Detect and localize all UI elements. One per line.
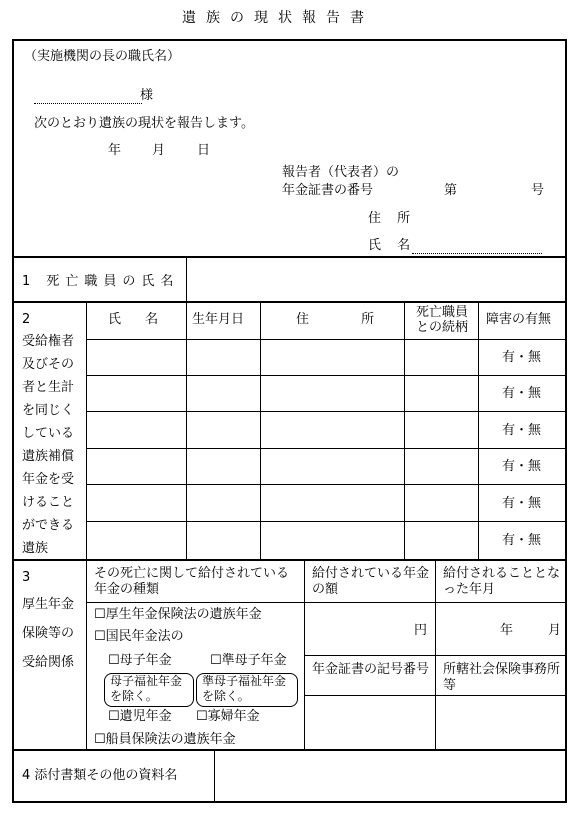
divider xyxy=(86,411,567,412)
intro-text: 次のとおり遺族の現状を報告します。 xyxy=(34,116,254,131)
reporter-label: 報告者（代表者）の xyxy=(282,165,400,180)
disability-option[interactable]: 有・無 xyxy=(502,386,542,401)
divider xyxy=(186,257,187,302)
jun-boshi-note: 準母子福祉年金を除く。 xyxy=(202,674,287,703)
col-disability: 障害の有無 xyxy=(486,312,552,327)
disability-option[interactable]: 有・無 xyxy=(502,459,542,474)
section2-side-line: 遺族 xyxy=(22,541,49,556)
divider xyxy=(12,749,567,751)
divider xyxy=(304,695,567,696)
checkbox-jun-boshi[interactable] xyxy=(210,654,287,668)
address-label: 住 所 xyxy=(368,211,417,226)
divider xyxy=(214,750,215,802)
section3-number: 3 xyxy=(22,570,31,585)
section4-label: 4 添付書類その他の資料名 xyxy=(22,768,178,783)
agency-label: （実施機関の長の職氏名） xyxy=(24,49,181,64)
col-birthdate: 生年月日 xyxy=(192,312,245,327)
section2-side-line: 年金を受 xyxy=(22,472,75,487)
section2-side-line: 者と生計 xyxy=(22,380,75,395)
col3-header: 給付されることとなった年月 xyxy=(443,566,561,597)
col1-header: その死亡に関して給付されている年金の種類 xyxy=(94,566,290,597)
option-label: 寡婦年金 xyxy=(207,709,260,724)
dai-label: 第 xyxy=(444,183,458,198)
date-day: 日 xyxy=(197,143,211,158)
pension-no-label: 年金証書の番号 xyxy=(282,183,374,198)
disability-option[interactable]: 有・無 xyxy=(502,496,542,511)
section3-side-line: 保険等の xyxy=(22,626,75,641)
section2-number: 2 xyxy=(22,312,31,327)
yen-label: 円 xyxy=(414,623,428,638)
reporter-name-line[interactable] xyxy=(412,253,542,254)
section3-side-line: 受給関係 xyxy=(22,655,75,670)
checkbox-kafu[interactable] xyxy=(196,710,260,724)
col2-header: 給付されている年金の額 xyxy=(312,566,430,597)
go-label: 号 xyxy=(531,183,545,198)
checkbox-boshi[interactable] xyxy=(108,654,172,668)
agency-name-line[interactable] xyxy=(34,103,142,104)
option-label: 遺児年金 xyxy=(119,709,172,724)
boshi-note: 母子福祉年金を除く。 xyxy=(110,674,183,703)
divider xyxy=(12,256,567,258)
disability-option[interactable]: 有・無 xyxy=(502,423,542,438)
divider xyxy=(86,448,567,449)
checkbox-iji[interactable] xyxy=(108,710,172,724)
office-label: 所轄社会保険事務所等 xyxy=(443,662,561,693)
option-label: 厚生年金保険法の遺族年金 xyxy=(105,607,262,622)
date-month: 月 xyxy=(152,143,166,158)
option-label: 国民年金法の xyxy=(105,629,184,644)
divider xyxy=(86,560,87,750)
disability-option[interactable]: 有・無 xyxy=(502,350,542,365)
divider xyxy=(12,559,567,561)
page-title: 遺族の現状報告書 xyxy=(182,10,374,26)
section2-side-line: を同じく xyxy=(22,403,75,418)
date-year: 年 xyxy=(108,143,122,158)
divider xyxy=(86,339,567,340)
checkbox-kokumin[interactable] xyxy=(94,630,184,644)
divider xyxy=(86,484,567,485)
col-relationship: 死亡職員との続柄 xyxy=(415,305,468,335)
section2-side-line: 受給権者 xyxy=(22,334,75,349)
section2-side-line: している xyxy=(22,426,75,441)
checkbox-senin[interactable] xyxy=(94,733,236,747)
paid-year-label: 年 xyxy=(500,623,514,638)
section2-side-line: ができる xyxy=(22,518,75,533)
cert-label: 年金証書の記号番号 xyxy=(312,662,430,677)
option-label: 準母子年金 xyxy=(221,653,287,668)
option-label: 母子年金 xyxy=(119,653,172,668)
divider xyxy=(304,655,567,656)
section3-side-line: 厚生年金 xyxy=(22,597,75,612)
col-address: 住 所 xyxy=(296,312,399,327)
sama-label: 様 xyxy=(140,88,154,103)
section1-label: 1 死亡職員の氏名 xyxy=(22,274,180,289)
divider xyxy=(86,521,567,522)
name-label: 氏 名 xyxy=(368,238,417,253)
paid-month-label: 月 xyxy=(548,623,562,638)
divider xyxy=(86,602,567,603)
section2-side-line: 遺族補償 xyxy=(22,449,75,464)
disability-option[interactable]: 有・無 xyxy=(502,533,542,548)
divider xyxy=(12,301,567,303)
col-name: 氏 名 xyxy=(108,312,169,327)
option-label: 船員保険法の遺族年金 xyxy=(105,732,236,747)
section2-side-line: けること xyxy=(22,495,75,510)
section2-side-line: 及びその xyxy=(22,357,75,372)
checkbox-kosei[interactable] xyxy=(94,608,262,622)
divider xyxy=(86,375,567,376)
